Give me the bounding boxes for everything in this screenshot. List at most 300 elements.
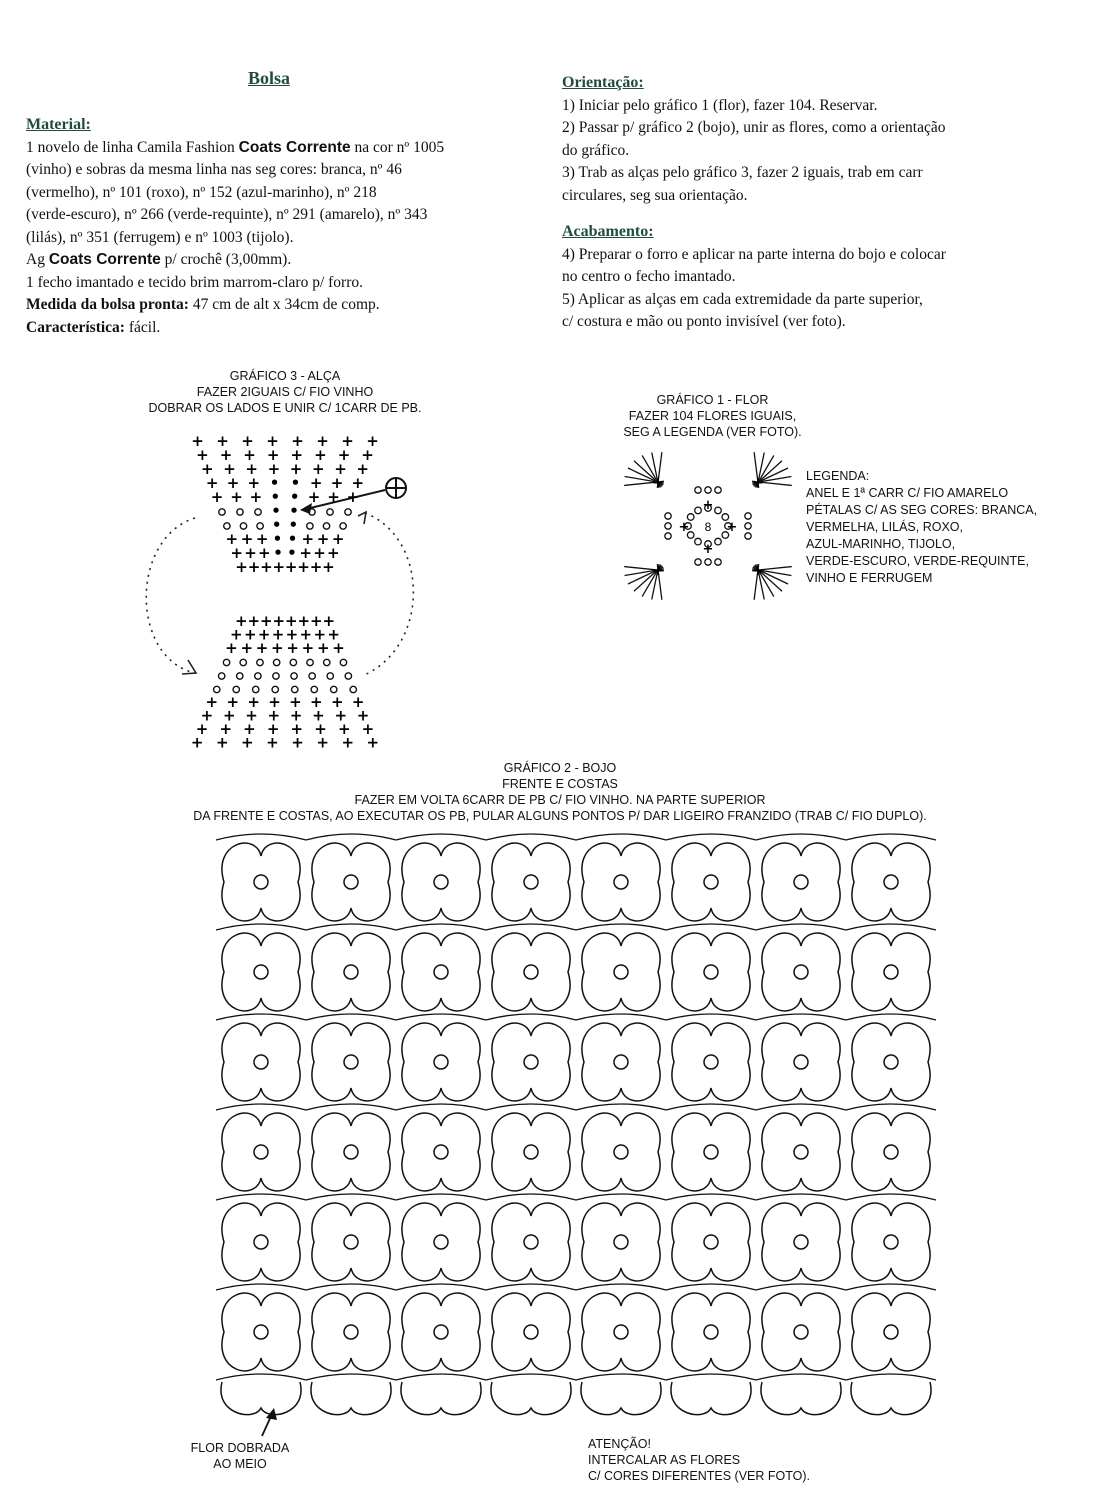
plus-stitch-symbol: + [313, 544, 326, 562]
flower-tile [402, 843, 480, 921]
chain-stitch-symbol [214, 686, 220, 692]
grafico3-title: GRÁFICO 3 - ALÇA [229, 369, 341, 383]
dot-stitch-symbol: • [271, 502, 281, 520]
seam-arc [756, 1374, 846, 1380]
plus-stitch-symbol: + [309, 612, 323, 630]
attention-title: ATENÇÃO! [588, 1437, 651, 1451]
grafico1-title: GRÁFICO 1 - FLOR [656, 393, 769, 407]
plus-stitch-symbol: + [351, 693, 365, 711]
page-title: Bolsa [248, 68, 291, 88]
plus-stitch-symbol: + [243, 720, 256, 738]
seam-arc [486, 1014, 576, 1020]
plus-stitch-symbol: + [702, 542, 714, 557]
plus-stitch-symbol: + [361, 446, 374, 464]
level-value: fácil. [128, 318, 161, 336]
flower-tile [582, 1023, 660, 1101]
flower-center-ring [524, 965, 538, 979]
plus-stitch-symbol: + [322, 558, 335, 576]
flower-center-ring [344, 965, 358, 979]
plus-stitch-symbol: + [309, 474, 323, 492]
needle-label: Ag [26, 251, 45, 268]
grafico2-line: DA FRENTE E COSTAS, AO EXECUTAR OS PB, PULAR ALGUNS PONTOS P/ DAR LIGEIRO FRANZIDO (TRAB C/ FIO DUPLO). [193, 809, 927, 823]
material-line-7: 1 fecho imantado e tecido brim marrom-claro p/ forro. [26, 273, 363, 291]
flower-center-ring [254, 1235, 268, 1249]
flower-tile [852, 933, 930, 1011]
plus-stitch-symbol: + [290, 446, 304, 464]
plus-stitch-symbol: + [330, 474, 344, 492]
flower-center-ring [524, 1145, 538, 1159]
plus-stitch-symbol: + [223, 460, 236, 478]
grafico3-line: FAZER 2IGUAIS C/ FIO VINHO [196, 385, 374, 399]
folded-half-flower [221, 1382, 301, 1415]
chain-stitch-symbol [695, 487, 701, 493]
plus-stitch-symbol: + [291, 733, 304, 752]
bojo-flower-grid [216, 834, 936, 1415]
attention-line: INTERCALAR AS FLORES [588, 1453, 741, 1467]
flower-center-ring [344, 875, 358, 889]
flower-center-ring [704, 1145, 718, 1159]
chain-stitch-symbol [745, 533, 751, 539]
plus-stitch-symbol: + [266, 432, 279, 450]
plus-stitch-symbol: + [331, 530, 345, 548]
seam-arc [306, 924, 396, 930]
seam-arc [306, 834, 396, 840]
brand-name: Coats Corrente [238, 138, 351, 156]
flower-center-ring [794, 1055, 808, 1069]
flower-tile [402, 1293, 480, 1371]
flower-center-ring [254, 875, 268, 889]
seam-arc [396, 834, 486, 840]
plus-stitch-symbol: + [244, 544, 257, 562]
flower-center-ring [434, 965, 448, 979]
chain-stitch-symbol [237, 509, 243, 515]
dot-stitch-symbol: • [289, 502, 299, 520]
flower-center-ring [344, 1235, 358, 1249]
material-line-3: (vermelho), nº 101 (roxo), nº 152 (azul-marinho), nº 218 [26, 183, 377, 201]
flower-center-ring [524, 1055, 538, 1069]
dot-stitch-symbol: • [270, 488, 281, 506]
acabamento-line: 5) Aplicar as alças em cada extremidade da parte superior, [562, 290, 923, 308]
flower-tile [492, 843, 570, 921]
flower-tile [222, 933, 300, 1011]
flower-center-ring [344, 1325, 358, 1339]
flower-center-ring [794, 875, 808, 889]
grafico1-line: SEG A LEGENDA (VER FOTO). [623, 425, 802, 439]
acabamento-line: no centro o fecho imantado. [562, 268, 736, 285]
plus-stitch-symbol: + [272, 612, 286, 630]
flower-center-ring [794, 1235, 808, 1249]
grafico3-caption [100, 368, 470, 416]
flower-center-ring [434, 1325, 448, 1339]
plus-stitch-symbol: + [266, 720, 280, 738]
chain-stitch-symbol [323, 523, 329, 529]
material-line-2: (vinho) e sobras da mesma linha nas seg cores: branca, nº 46 [26, 161, 402, 178]
flower-center-ring [794, 965, 808, 979]
grafico2-title: GRÁFICO 2 - BOJO [503, 761, 617, 775]
plus-stitch-symbol: + [272, 558, 286, 576]
seam-arc [216, 1284, 306, 1290]
attention-note [588, 1436, 928, 1484]
flower-center-ring [254, 1325, 268, 1339]
chain-stitch-symbol [705, 559, 711, 565]
acabamento-line: 4) Preparar o forro e aplicar na parte interna do bojo e colocar [562, 245, 946, 263]
legend-line: VINHO E FERRUGEM [806, 571, 933, 585]
flower-center-ring [434, 1055, 448, 1069]
seam-arc [756, 1194, 846, 1200]
plus-stitch-symbol: + [225, 530, 239, 548]
plus-stitch-symbol: + [260, 558, 273, 576]
flower-tile [402, 1023, 480, 1101]
chain-stitch-symbol [240, 659, 246, 665]
plus-stitch-symbol: + [255, 639, 269, 657]
seam-arc [396, 1014, 486, 1020]
chain-stitch-symbol [665, 533, 671, 539]
chain-stitch-symbol [715, 487, 721, 493]
seam-arc [576, 1104, 666, 1110]
seam-arc [666, 1104, 756, 1110]
flower-center-ring [614, 1145, 628, 1159]
strap-stitch-grid [191, 432, 379, 752]
flower-tile [402, 933, 480, 1011]
seam-arc [576, 1194, 666, 1200]
plus-stitch-symbol: + [726, 520, 738, 535]
flower-tile [762, 1023, 840, 1101]
orientacao-line: 3) Trab as alças pelo gráfico 3, fazer 2 iguais, trab em carr [562, 164, 923, 181]
seam-arc [666, 924, 756, 930]
plus-stitch-symbol: + [330, 693, 344, 711]
flower-center-ring [884, 965, 898, 979]
flower-center-ring [884, 1055, 898, 1069]
needle-size: p/ crochê (3,00mm). [164, 251, 292, 268]
flower-tile [672, 1113, 750, 1191]
plus-stitch-symbol: + [245, 460, 258, 478]
legend-line: ANEL E 1ª CARR C/ FIO AMARELO [806, 486, 1009, 500]
flower-tile [762, 1113, 840, 1191]
chain-stitch-symbol [292, 686, 298, 692]
plus-stitch-symbol: + [247, 558, 261, 576]
plus-stitch-symbol: + [200, 706, 214, 725]
flower-center-ring [524, 1325, 538, 1339]
plus-stitch-symbol: + [284, 612, 298, 630]
plus-stitch-symbol: + [752, 563, 764, 579]
plus-stitch-symbol: + [361, 720, 375, 738]
plus-stitch-symbol: + [245, 706, 258, 725]
plus-stitch-symbol: + [332, 639, 345, 657]
material-line-1-color: na cor nº 1005 [354, 138, 445, 156]
flower-tile [672, 1293, 750, 1371]
dot-stitch-symbol: • [287, 544, 297, 562]
flower-center-ring [344, 1055, 358, 1069]
dotted-loop-right [362, 513, 413, 676]
level-line [26, 317, 536, 340]
flower-tile [312, 1203, 390, 1281]
flower-tile [852, 1203, 930, 1281]
seam-arc [846, 1104, 936, 1110]
flower-tile [402, 1113, 480, 1191]
plus-stitch-symbol: + [271, 639, 284, 657]
grafico2-caption [60, 760, 1060, 824]
seam-arc [846, 1014, 936, 1020]
flower-center-label: 8 [704, 520, 712, 534]
plus-stitch-symbol: + [351, 474, 365, 492]
chain-stitch-symbol [715, 538, 722, 545]
seam-arc [306, 1284, 396, 1290]
chain-stitch-symbol [307, 659, 313, 665]
flower-center-ring [794, 1325, 808, 1339]
plus-stitch-symbol: + [241, 432, 254, 450]
dot-stitch-symbol: • [269, 474, 280, 492]
flower-tile [582, 1203, 660, 1281]
plus-stitch-symbol: + [299, 625, 313, 644]
chain-stitch-symbol [345, 509, 351, 515]
plus-stitch-symbol: + [334, 460, 347, 478]
chain-stitch-symbol [240, 523, 246, 529]
flower-center-ring [254, 1055, 268, 1069]
plus-stitch-symbol: + [247, 474, 261, 492]
flower-center-ring [794, 1145, 808, 1159]
chain-stitch-symbol [272, 686, 278, 692]
plus-stitch-symbol: + [289, 693, 302, 711]
seam-arc [396, 1104, 486, 1110]
seam-arc [666, 1284, 756, 1290]
seam-arc [216, 1374, 306, 1380]
folded-half-flower [851, 1382, 931, 1415]
size-line [26, 294, 536, 317]
chain-stitch-symbol [273, 659, 279, 665]
material-line-5: (lilás), nº 351 (ferrugem) e nº 1003 (tijolo). [26, 228, 294, 246]
legend-line: PÉTALAS C/ AS SEG CORES: BRANCA, [806, 503, 1038, 517]
seam-arc [306, 1014, 396, 1020]
flower-tile [312, 1113, 390, 1191]
seam-arc [666, 1374, 756, 1380]
flower-tile [582, 843, 660, 921]
plus-stitch-symbol: + [341, 733, 355, 752]
flower-tile [582, 1113, 660, 1191]
material-line-1-text: 1 novelo de linha Camila Fashion [26, 138, 235, 156]
folded-half-flower [671, 1382, 751, 1415]
seam-arc [486, 1374, 576, 1380]
material-line-4: (verde-escuro), nº 266 (verde-requinte), nº 291 (amarelo), nº 343 [26, 206, 428, 223]
seam-arc [756, 1014, 846, 1020]
legend-line: VERDE-ESCURO, VERDE-REQUINTE, [806, 554, 1029, 568]
seam-arc [486, 924, 576, 930]
plus-stitch-symbol: + [327, 544, 340, 562]
plus-stitch-symbol: + [243, 625, 257, 644]
size-label: Medida da bolsa pronta: [26, 296, 189, 313]
plus-stitch-symbol: + [259, 612, 273, 630]
plus-stitch-symbol: + [234, 612, 248, 630]
chain-stitch-symbol [309, 673, 315, 679]
plus-stitch-symbol: + [266, 446, 280, 464]
plus-stitch-symbol: + [230, 625, 243, 644]
flower-center-ring [704, 1325, 718, 1339]
plus-stitch-symbol: + [289, 706, 303, 725]
plus-stitch-symbol: + [313, 625, 327, 644]
seam-arc [396, 1194, 486, 1200]
plus-stitch-symbol: + [314, 446, 327, 464]
flower-tile [672, 933, 750, 1011]
chain-stitch-symbol [237, 673, 243, 679]
plus-stitch-symbol: + [271, 625, 285, 644]
plus-stitch-symbol: + [341, 432, 354, 450]
flower-tile [672, 843, 750, 921]
flower-center-ring [884, 1325, 898, 1339]
chain-stitch-symbol [253, 686, 259, 692]
chain-stitch-symbol [233, 686, 239, 692]
flower-center-ring [344, 1145, 358, 1159]
plus-stitch-symbol: + [247, 612, 261, 630]
dot-stitch-symbol: • [289, 488, 300, 506]
grafico1-line: FAZER 104 FLORES IGUAIS, [628, 409, 797, 423]
plus-stitch-symbol: + [284, 558, 298, 576]
plus-stitch-symbol: + [702, 498, 714, 513]
orientacao-line: circulares, seg sua orientação. [562, 186, 748, 204]
plus-stitch-symbol: + [310, 693, 323, 711]
chain-stitch-symbol [290, 659, 296, 665]
acabamento-heading: Acabamento: [562, 223, 654, 240]
seam-arc [666, 1014, 756, 1020]
dot-stitch-symbol: • [288, 516, 299, 534]
plus-stitch-symbol: + [316, 733, 329, 752]
flower-tile [582, 933, 660, 1011]
plus-stitch-symbol: + [219, 446, 233, 464]
chain-stitch-symbol [695, 559, 701, 565]
legend-line: VERMELHA, LILÁS, ROXO, [806, 520, 963, 534]
flower-tile [762, 843, 840, 921]
seam-arc [756, 924, 846, 930]
folded-note-line: FLOR DOBRADA [190, 1441, 290, 1455]
flower-center-ring [434, 1145, 448, 1159]
chain-stitch-symbol [255, 673, 261, 679]
folded-half-flower [491, 1382, 571, 1415]
needle-brand: Coats Corrente [48, 251, 161, 268]
flower-center-ring [254, 1145, 268, 1159]
plus-stitch-symbol: + [249, 488, 263, 506]
chain-stitch-symbol [345, 673, 351, 679]
flower-center-ring [434, 875, 448, 889]
plus-stitch-symbol: + [652, 475, 664, 491]
flower-tile [312, 1293, 390, 1371]
flower-center-ring [884, 1145, 898, 1159]
chain-stitch-symbol [307, 523, 313, 529]
grafico3-line: DOBRAR OS LADOS E UNIR C/ 1CARR DE PB. [148, 401, 422, 415]
plus-stitch-symbol: + [257, 625, 271, 644]
seam-arc [756, 834, 846, 840]
level-label: Característica: [26, 318, 125, 336]
instructions-section [562, 72, 1062, 334]
chain-stitch-symbol [665, 513, 671, 519]
seam-arc [576, 924, 666, 930]
seam-arc [666, 1194, 756, 1200]
flower-chart [622, 450, 794, 602]
orientacao-line: do gráfico. [562, 141, 630, 159]
plus-stitch-symbol: + [346, 488, 360, 506]
chain-stitch-symbol [255, 509, 261, 515]
flower-tile [672, 1023, 750, 1101]
chain-stitch-symbol [715, 507, 722, 514]
flower-center-ring [254, 965, 268, 979]
seam-arc [216, 1104, 306, 1110]
plus-stitch-symbol: + [334, 706, 348, 725]
seam-arc [846, 834, 936, 840]
chain-stitch-symbol [218, 673, 224, 679]
flower-tile [672, 1203, 750, 1281]
seam-arc [486, 834, 576, 840]
flower-center-ring [614, 1325, 628, 1339]
plus-stitch-symbol: + [226, 693, 240, 711]
folded-half-flower [311, 1382, 391, 1415]
chain-stitch-symbol [340, 659, 346, 665]
plus-stitch-symbol: + [366, 733, 380, 752]
chain-stitch-symbol [311, 686, 317, 692]
strap-chart [140, 428, 430, 758]
legend [806, 468, 1086, 587]
chain-stitch-symbol [745, 523, 751, 529]
plus-stitch-symbol: + [316, 639, 330, 657]
flower-center-ring [704, 1055, 718, 1069]
plus-stitch-symbol: + [230, 544, 243, 562]
flower-tile [852, 1023, 930, 1101]
flower-center-ring [884, 1235, 898, 1249]
loop-arrowhead-right [358, 512, 366, 524]
plus-stitch-symbol: + [301, 639, 315, 657]
flower-center-ring [434, 1235, 448, 1249]
plus-stitch-symbol: + [316, 530, 330, 548]
plus-stitch-symbol: + [191, 432, 204, 450]
flower-tile [222, 1023, 300, 1101]
flower-tile [762, 1293, 840, 1371]
chain-stitch-symbol [257, 659, 263, 665]
seam-arc [666, 834, 756, 840]
seam-arc [396, 1374, 486, 1380]
plus-stitch-symbol: + [247, 693, 260, 711]
flower-center-ring [884, 875, 898, 889]
chain-stitch-symbol [291, 673, 297, 679]
plus-stitch-symbol: + [752, 475, 764, 491]
seam-arc [216, 924, 306, 930]
flower-tile [492, 1023, 570, 1101]
plus-stitch-symbol: + [219, 720, 233, 738]
plus-stitch-symbol: + [243, 446, 256, 464]
flower-tile [582, 1293, 660, 1371]
plus-stitch-symbol: + [222, 706, 236, 725]
flower-tile [222, 1293, 300, 1371]
plus-stitch-symbol: + [312, 706, 325, 725]
plus-stitch-symbol: + [356, 460, 369, 478]
chain-stitch-symbol [715, 559, 721, 565]
folded-note-line: AO MEIO [213, 1457, 267, 1471]
chain-stitch-symbol [331, 686, 337, 692]
plus-stitch-symbol: + [337, 446, 351, 464]
chain-stitch-symbol [695, 507, 702, 514]
seam-arc [396, 924, 486, 930]
dot-stitch-symbol: • [271, 516, 282, 534]
flower-tile [222, 1203, 300, 1281]
needle-line [26, 249, 536, 272]
plus-stitch-symbol: + [285, 625, 299, 644]
plus-stitch-symbol: + [289, 460, 303, 478]
flower-tile [312, 1023, 390, 1101]
folded-half-flower [581, 1382, 661, 1415]
plus-stitch-symbol: + [215, 733, 229, 752]
plus-stitch-symbol: + [291, 432, 304, 450]
plus-stitch-symbol: + [309, 558, 323, 576]
orientacao-line: 1) Iniciar pelo gráfico 1 (flor), fazer 104. Reservar. [562, 96, 878, 114]
plus-stitch-symbol: + [255, 530, 269, 548]
seam-arc [846, 1374, 936, 1380]
flower-tile [312, 933, 390, 1011]
chain-stitch-symbol [257, 523, 263, 529]
